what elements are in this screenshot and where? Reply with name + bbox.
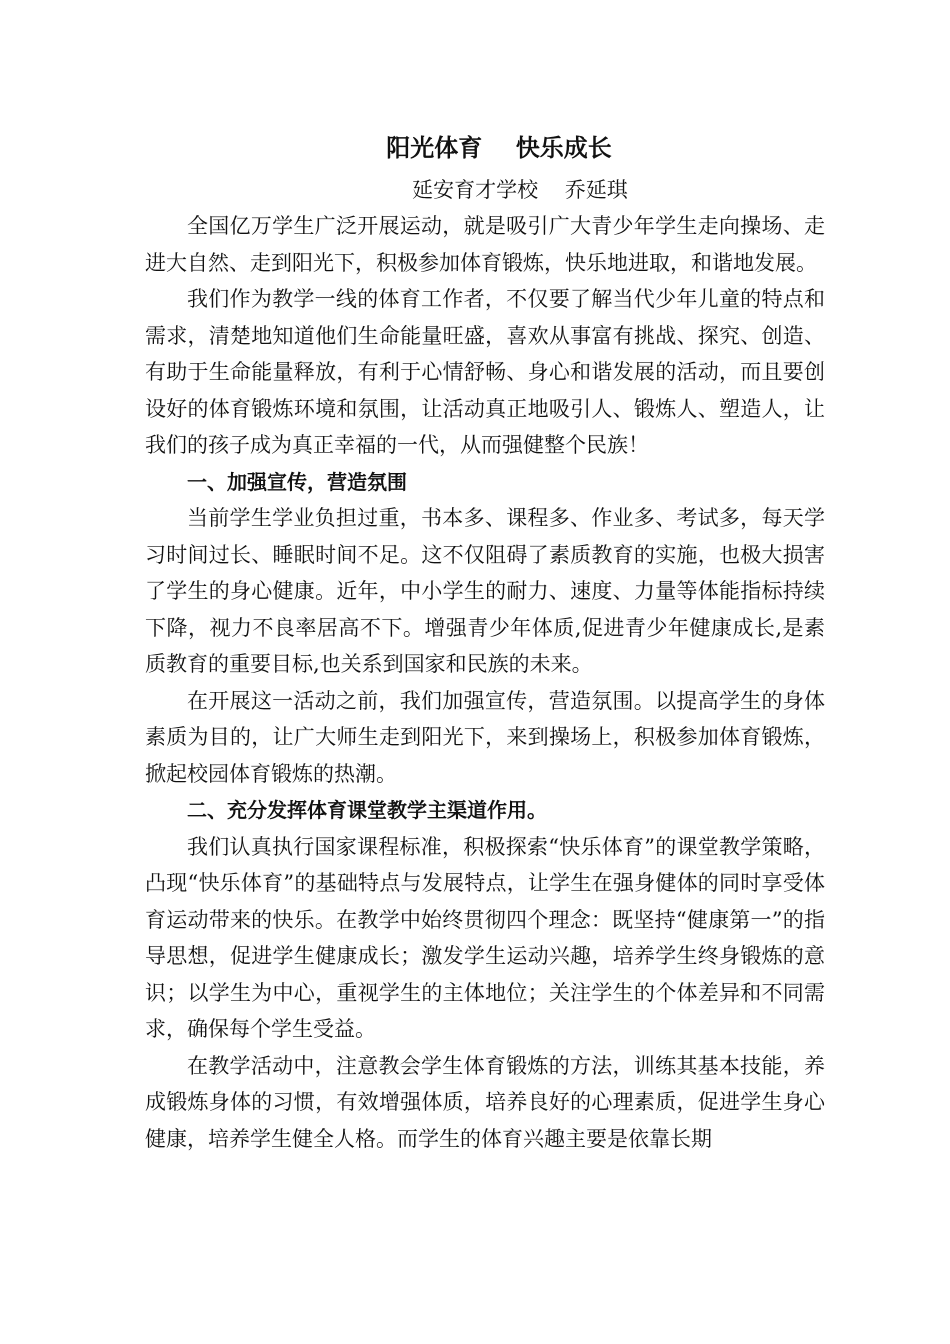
- document-page: [145, 128, 825, 1157]
- section-heading-1: 一、加强宣传，营造氛围: [187, 469, 407, 494]
- paragraph-curriculum: 我们认真执行国家课程标准，积极探索“快乐体育”的课堂教学策略，凸现“快乐体育”的基础特点与发展特点，让学生在强身健体的同时享受体育运动带来的快乐。在教学中始终贯彻四个理念：既坚持“健康第一”的指导思想，促进学生健康成长；激发学生运动兴趣，培养学生终身锻炼的意识；以学生为中心，重视学生的主体地位；关注学生的个体差异和不同需求，确保每个学生受益。: [145, 834, 825, 1041]
- section-heading-2: 二、充分发挥体育课堂教学主渠道作用。: [187, 798, 547, 822]
- author-byline: 延安育才学校 乔延琪: [412, 178, 628, 202]
- paragraph-teaching-activities: 在教学活动中，注意教会学生体育锻炼的方法，训练其基本技能，养成锻炼身体的习惯，有效增强体质，培养良好的心理素质，促进学生身心健康，培养学生健全人格。而学生的体育兴趣主要是依靠长期: [145, 1053, 825, 1151]
- paragraph-intro: 全国亿万学生广泛开展运动，就是吸引广大青少年学生走向操场、走进大自然、走到阳光下，积极参加体育锻炼，快乐地进取，和谐地发展。: [145, 214, 825, 275]
- paragraph-teachers-role: 我们作为教学一线的体育工作者，不仅要了解当代少年儿童的特点和需求，清楚地知道他们生命能量旺盛，喜欢从事富有挑战、探究、创造、有助于生命能量释放，有利于心情舒畅、身心和谐发展的活动，而且要创设好的体育锻炼环境和氛围，让活动真正地吸引人、锻炼人、塑造人，让我们的孩子成为真正幸福的一代，从而强健整个民族！: [145, 287, 825, 457]
- paragraph-publicity: 在开展这一活动之前，我们加强宣传，营造氛围。以提高学生的身体素质为目的，让广大师生走到阳光下，来到操场上，积极参加体育锻炼，掀起校园体育锻炼的热潮。: [145, 688, 825, 786]
- document-title: 阳光体育 快乐成长: [386, 134, 612, 162]
- paragraph-student-burden: 当前学生学业负担过重，书本多、课程多、作业多、考试多，每天学习时间过长、睡眠时间不足。这不仅阻碍了素质教育的实施，也极大损害了学生的身心健康。近年，中小学生的耐力、速度、力量等体能指标持续下降，视力不良率居高不下。增强青少年体质,促进青少年健康成长,是素质教育的重要目标,也关系到国家和民族的未来。: [145, 506, 825, 676]
